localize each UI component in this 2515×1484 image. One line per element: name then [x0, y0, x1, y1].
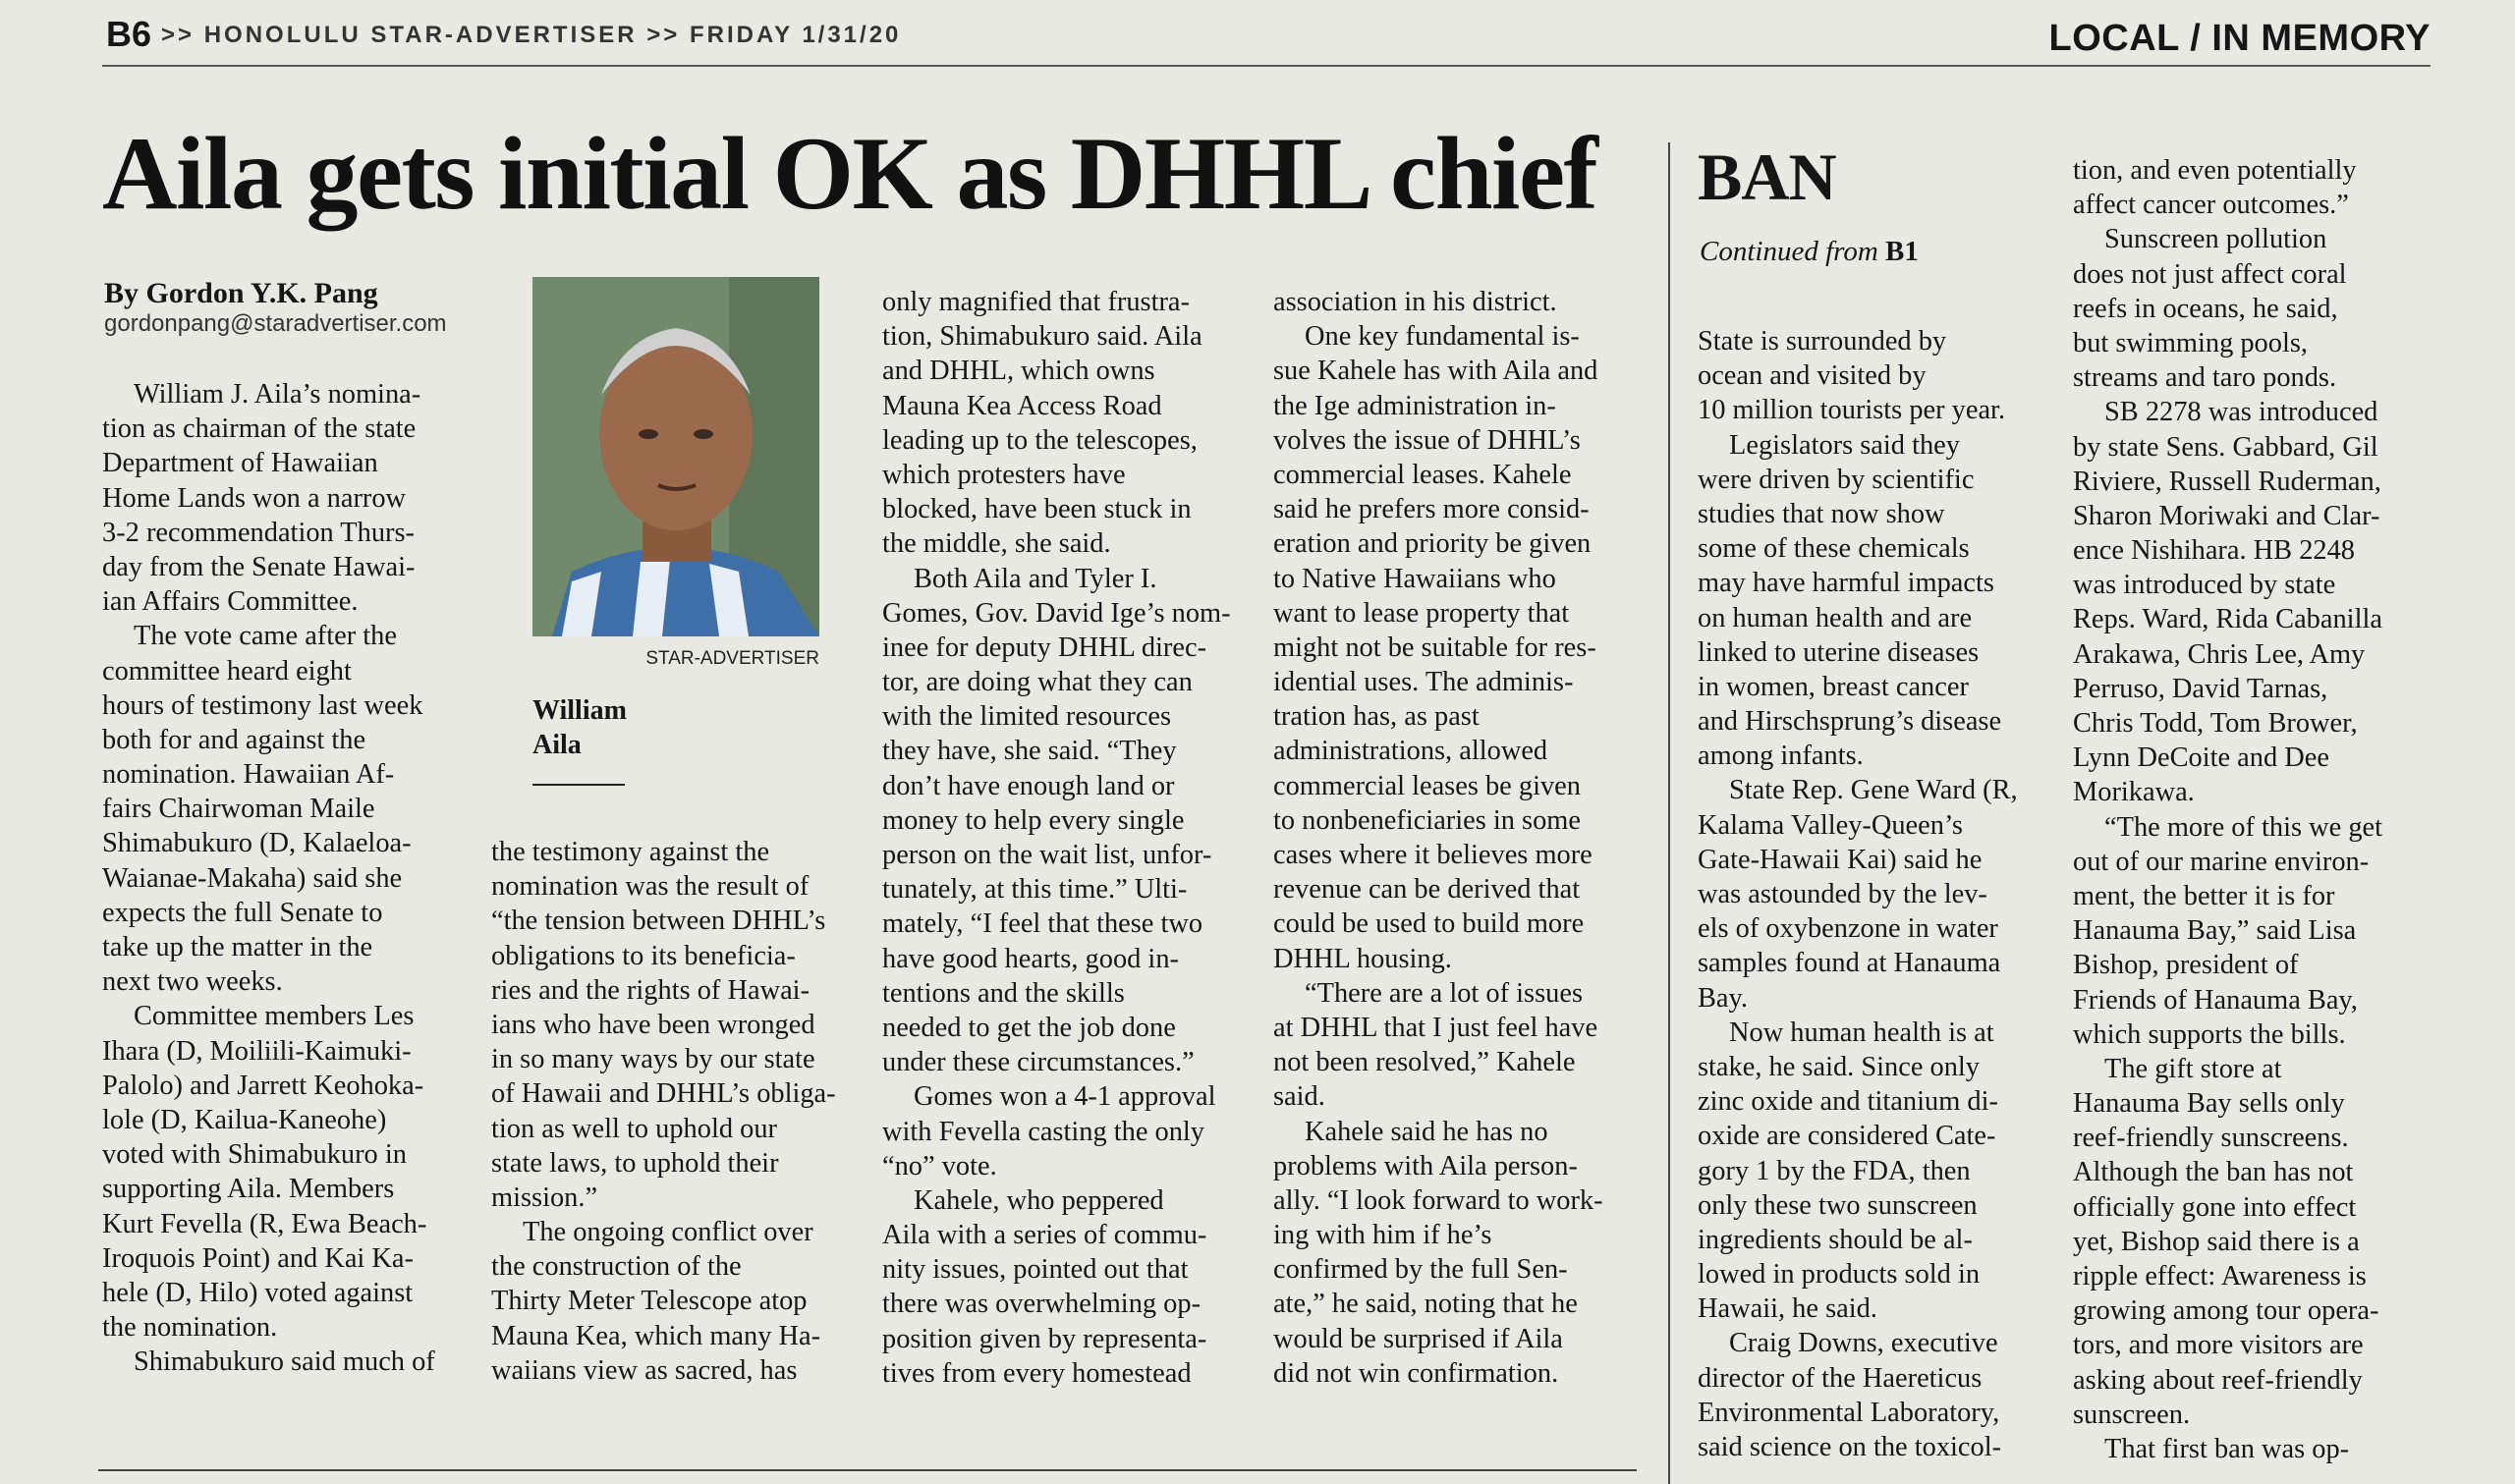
text-line: not been resolved,” Kahele: [1273, 1047, 1576, 1078]
text-line: Although the ban has not: [2073, 1157, 2354, 1188]
text-line: The vote came after the: [134, 621, 397, 652]
text-line: position given by representa-: [882, 1323, 1207, 1354]
text-line: only these two sunscreen: [1698, 1189, 1978, 1221]
text-line: ment, the better it is for: [2073, 880, 2335, 911]
text-line: Hawaii, he said.: [1698, 1293, 1877, 1325]
text-line: Kalama Valley-Queen’s: [1698, 809, 1963, 841]
text-line: tives from every homestead: [882, 1357, 1192, 1389]
text-line: which supports the bills.: [2073, 1018, 2346, 1050]
text-line: nity issues, pointed out that: [882, 1254, 1189, 1286]
text-line: Department of Hawaiian: [102, 448, 378, 479]
caption-last-name: Aila: [532, 730, 582, 760]
text-line: Kahele, who peppered: [914, 1184, 1164, 1216]
text-line: ally. “I look forward to work-: [1273, 1184, 1603, 1216]
text-line: the construction of the: [491, 1251, 742, 1283]
text-line: commercial leases be given: [1273, 770, 1581, 801]
text-line: Mauna Kea Access Road: [882, 390, 1162, 421]
text-line: Thirty Meter Telescope atop: [491, 1286, 808, 1317]
text-line: ing with him if he’s: [1273, 1220, 1492, 1251]
text-line: oxide are considered Cate-: [1698, 1121, 1996, 1152]
story2-column-1: [1698, 324, 2061, 1464]
text-line: may have harmful impacts: [1698, 568, 1994, 599]
text-line: with Fevella casting the only: [882, 1116, 1205, 1147]
text-line: supporting Aila. Members: [102, 1174, 395, 1205]
text-line: said science on the toxicol-: [1698, 1432, 2002, 1462]
text-line: That first ban was op-: [2104, 1433, 2350, 1464]
text-line: lole (D, Kailua-Kaneohe): [102, 1104, 387, 1135]
text-line: Hanauma Bay sells only: [2073, 1088, 2345, 1120]
text-line: director of the Haereticus: [1698, 1362, 1983, 1394]
text-line: nomination was the result of: [491, 871, 810, 903]
photo-credit: STAR-ADVERTISER: [645, 648, 819, 669]
text-line: eration and priority be given: [1273, 528, 1592, 560]
text-line: did not win confirmation.: [1273, 1357, 1559, 1389]
text-line: at DHHL that I just feel have: [1273, 1012, 1598, 1043]
text-line: mission.”: [491, 1182, 598, 1213]
text-line: The ongoing conflict over: [523, 1217, 813, 1248]
continued-from: [1700, 236, 1919, 268]
text-line: volves the issue of DHHL’s: [1273, 424, 1581, 456]
text-line: and DHHL, which owns: [882, 356, 1155, 387]
text-line: hours of testimony last week: [102, 689, 423, 721]
text-line: revenue can be derived that: [1273, 874, 1581, 906]
text-line: take up the matter in the: [102, 932, 373, 962]
text-line: tors, and more visitors are: [2073, 1330, 2364, 1361]
text-line: reef-friendly sunscreens.: [2073, 1123, 2349, 1154]
text-line: inee for deputy DHHL direc-: [882, 632, 1207, 663]
text-line: ians who have been wronged: [491, 1009, 815, 1040]
text-line: voted with Shimabukuro in: [102, 1139, 407, 1171]
text-line: ence Nishihara. HB 2248: [2073, 535, 2355, 567]
text-line: might not be suitable for res-: [1273, 632, 1596, 663]
text-line: confirmed by the full Sen-: [1273, 1254, 1568, 1286]
column-divider: [1668, 142, 1670, 1484]
text-line: of Hawaii and DHHL’s obliga-: [491, 1078, 836, 1110]
text-line: commercial leases. Kahele: [1273, 459, 1572, 490]
text-line: DHHL housing.: [1273, 943, 1452, 974]
text-line: Perruso, David Tarnas,: [2073, 673, 2328, 704]
text-line: zinc oxide and titanium di-: [1698, 1086, 1998, 1118]
text-line: tion as chairman of the state: [102, 413, 417, 445]
text-line: State is surrounded by: [1698, 326, 1947, 357]
story1-column-4: [1273, 285, 1639, 1391]
section-label: LOCAL / IN MEMORY: [2048, 18, 2431, 59]
text-line: there was overwhelming op-: [882, 1289, 1202, 1320]
text-line: officially gone into effect: [2073, 1191, 2357, 1223]
text-line: growing among tour opera-: [2073, 1295, 2379, 1327]
photo-caption: [532, 693, 729, 762]
text-line: Legislators said they: [1729, 429, 1960, 461]
text-line: ripple effect: Awareness is: [2073, 1261, 2367, 1292]
continuation-headline: BAN: [1698, 139, 1836, 214]
text-line: Bay.: [1698, 982, 1748, 1014]
text-line: tor, are doing what they can: [882, 667, 1193, 698]
text-line: Lynn DeCoite and Dee: [2073, 742, 2329, 774]
text-line: waiians view as sacred, has: [491, 1354, 798, 1386]
continued-page: B1: [1885, 236, 1919, 267]
page-number: B6: [106, 14, 152, 54]
text-line: Both Aila and Tyler I.: [914, 563, 1157, 594]
text-line: Gomes, Gov. David Ige’s nom-: [882, 597, 1231, 629]
text-line: to nonbeneficiaries in some: [1273, 804, 1581, 836]
text-line: “There are a lot of issues: [1305, 977, 1583, 1009]
text-line: Sunscreen pollution: [2104, 224, 2327, 255]
text-line: blocked, have been stuck in: [882, 494, 1192, 525]
text-line: Home Lands won a narrow: [102, 482, 407, 514]
text-line: person on the wait list, unfor-: [882, 840, 1212, 870]
text-line: said he prefers more consid-: [1273, 494, 1590, 525]
text-line: affect cancer outcomes.”: [2073, 190, 2349, 221]
text-line: the Ige administration in-: [1273, 390, 1556, 421]
text-line: samples found at Hanauma: [1698, 948, 2001, 979]
text-line: they have, she said. “They: [882, 736, 1177, 767]
text-line: tion, and even potentially: [2073, 155, 2357, 186]
text-line: Friends of Hanauma Bay,: [2073, 984, 2358, 1016]
text-line: want to lease property that: [1273, 597, 1570, 629]
text-line: Committee members Les: [134, 1001, 415, 1032]
text-line: asking about reef-friendly: [2073, 1364, 2363, 1396]
text-line: Shimabukuro (D, Kalaeloa-: [102, 828, 412, 859]
text-line: by state Sens. Gabbard, Gil: [2073, 431, 2378, 463]
text-line: under these circumstances.”: [882, 1047, 1195, 1078]
text-line: yet, Bishop said there is a: [2073, 1226, 2360, 1257]
text-line: on human health and are: [1698, 602, 1973, 633]
text-line: streams and taro ponds.: [2073, 362, 2337, 394]
text-line: 3-2 recommendation Thurs-: [102, 517, 415, 548]
text-line: gory 1 by the FDA, then: [1698, 1155, 1971, 1186]
text-line: reefs in oceans, he said,: [2073, 293, 2338, 324]
paper-and-date: >> HONOLULU STAR-ADVERTISER >> FRIDAY 1/31/20: [161, 22, 902, 48]
text-line: tunately, at this time.” Ulti-: [882, 874, 1188, 906]
caption-first-name: William: [532, 695, 627, 726]
page-header: [102, 14, 2431, 63]
text-line: sue Kahele has with Aila and: [1273, 356, 1598, 387]
text-line: linked to uterine diseases: [1698, 636, 1980, 668]
text-line: leading up to the telescopes,: [882, 424, 1198, 456]
text-line: only magnified that frustra-: [882, 287, 1190, 317]
text-line: were driven by scientific: [1698, 464, 1975, 495]
text-line: Environmental Laboratory,: [1698, 1397, 2000, 1428]
text-line: Chris Todd, Tom Brower,: [2073, 708, 2358, 739]
text-line: was astounded by the lev-: [1698, 879, 1987, 909]
text-line: have good hearts, good in-: [882, 943, 1179, 974]
text-line: nomination. Hawaiian Af-: [102, 759, 395, 791]
text-line: administrations, allowed: [1273, 736, 1548, 767]
text-line: state laws, to uphold their: [491, 1147, 779, 1179]
text-line: Hanauma Bay,” said Lisa: [2073, 915, 2357, 947]
text-line: ian Affairs Committee.: [102, 586, 359, 618]
text-line: tion, Shimabukuro said. Aila: [882, 321, 1202, 353]
text-line: problems with Aila person-: [1273, 1150, 1578, 1182]
text-line: some of these chemicals: [1698, 533, 1970, 565]
text-line: sunscreen.: [2073, 1399, 2191, 1430]
text-line: fairs Chairwoman Maile: [102, 794, 375, 825]
text-line: the nomination.: [102, 1312, 278, 1344]
text-line: the middle, she said.: [882, 528, 1111, 560]
text-line: ries and the rights of Hawai-: [491, 974, 810, 1006]
text-line: said.: [1273, 1081, 1325, 1113]
text-line: tentions and the skills: [882, 977, 1125, 1009]
text-line: Aila with a series of commu-: [882, 1220, 1207, 1251]
byline: By Gordon Y.K. Pang: [104, 277, 378, 309]
text-line: Iroquois Point) and Kai Ka-: [102, 1242, 414, 1274]
text-line: Kurt Fevella (R, Ewa Beach-: [102, 1208, 427, 1239]
continued-label: Continued from: [1700, 236, 1878, 267]
text-line: with the limited resources: [882, 701, 1172, 733]
text-line: stake, he said. Since only: [1698, 1051, 1980, 1082]
text-line: needed to get the job done: [882, 1012, 1176, 1043]
text-line: studies that now show: [1698, 498, 1945, 529]
text-line: among infants.: [1698, 741, 1864, 772]
text-line: lowed in products sold in: [1698, 1259, 1981, 1291]
story1-column-3: [882, 285, 1248, 1391]
text-line: expects the full Senate to: [102, 897, 383, 928]
text-line: hele (D, Hilo) voted against: [102, 1277, 414, 1308]
text-line: Reps. Ward, Rida Cabanilla: [2073, 604, 2382, 635]
text-line: One key fundamental is-: [1305, 321, 1580, 353]
text-line: cases where it believes more: [1273, 840, 1593, 870]
text-line: association in his district.: [1273, 287, 1557, 317]
text-line: Ihara (D, Moiliili-Kaimuki-: [102, 1035, 412, 1067]
text-line: both for and against the: [102, 724, 366, 755]
story1-column-1: [102, 377, 468, 1379]
text-line: would be surprised if Aila: [1273, 1323, 1563, 1354]
caption-rule: [532, 784, 625, 786]
text-line: 10 million tourists per year.: [1698, 395, 2006, 426]
text-line: els of oxybenzone in water: [1698, 913, 1998, 945]
text-line: idential uses. The adminis-: [1273, 667, 1574, 698]
text-line: Mauna Kea, which many Ha-: [491, 1320, 821, 1351]
text-line: The gift store at: [2104, 1053, 2282, 1084]
text-line: ingredients should be al-: [1698, 1224, 1973, 1255]
text-line: but swimming pools,: [2073, 327, 2308, 358]
header-rule: [102, 65, 2431, 67]
text-line: Bishop, president of: [2073, 950, 2299, 981]
headline: Aila gets initial OK as DHHL chief: [102, 116, 1597, 231]
text-line: mately, “I feel that these two: [882, 908, 1203, 940]
text-line: Morikawa.: [2073, 777, 2195, 808]
text-line: day from the Senate Hawai-: [102, 551, 416, 582]
text-line: Gate-Hawaii Kai) said he: [1698, 844, 1983, 875]
text-line: “no” vote.: [882, 1150, 997, 1182]
text-line: obligations to its beneficia-: [491, 940, 796, 971]
author-email: gordonpang@staradvertiser.com: [104, 310, 447, 337]
text-line: out of our marine environ-: [2073, 846, 2370, 877]
text-line: don’t have enough land or: [882, 770, 1175, 801]
text-line: next two weeks.: [102, 966, 283, 998]
text-line: money to help every single: [882, 804, 1185, 836]
text-line: Arakawa, Chris Lee, Amy: [2073, 638, 2366, 670]
text-line: tion as well to uphold our: [491, 1113, 777, 1144]
text-line: the testimony against the: [491, 837, 770, 867]
text-line: could be used to build more: [1273, 908, 1585, 940]
story1-column-2: [491, 835, 857, 1388]
text-line: Craig Downs, executive: [1729, 1328, 1998, 1359]
text-line: Gomes won a 4-1 approval: [914, 1081, 1216, 1113]
text-line: SB 2278 was introduced: [2104, 397, 2378, 428]
text-line: “The more of this we get: [2104, 811, 2383, 843]
text-line: committee heard eight: [102, 655, 352, 687]
text-line: was introduced by state: [2073, 570, 2336, 601]
text-line: William J. Aila’s nomina-: [134, 379, 421, 410]
text-line: State Rep. Gene Ward (R,: [1729, 775, 2018, 806]
text-line: ate,” he said, noting that he: [1273, 1289, 1578, 1320]
text-line: which protesters have: [882, 459, 1126, 490]
bottom-rule: [98, 1469, 1637, 1471]
text-line: tration has, as past: [1273, 701, 1480, 733]
text-line: Sharon Moriwaki and Clar-: [2073, 500, 2380, 531]
text-line: in women, breast cancer: [1698, 671, 1969, 702]
text-line: ocean and visited by: [1698, 360, 1927, 392]
text-line: Palolo) and Jarrett Keohoka-: [102, 1070, 424, 1101]
text-line: does not just affect coral: [2073, 258, 2347, 290]
text-line: Waianae-Makaha) said she: [102, 862, 403, 894]
text-line: in so many ways by our state: [491, 1044, 815, 1075]
story2-column-2: [2073, 153, 2436, 1466]
text-line: to Native Hawaiians who: [1273, 563, 1556, 594]
text-line: Shimabukuro said much of: [134, 1347, 435, 1378]
text-line: Kahele said he has no: [1305, 1116, 1548, 1147]
portrait-photo: [532, 277, 819, 636]
text-line: and Hirschsprung’s disease: [1698, 706, 2002, 738]
portrait-image: [532, 277, 819, 636]
text-line: Riviere, Russell Ruderman,: [2073, 466, 2381, 497]
text-line: “the tension between DHHL’s: [491, 906, 826, 937]
text-line: Now human health is at: [1729, 1017, 1994, 1048]
